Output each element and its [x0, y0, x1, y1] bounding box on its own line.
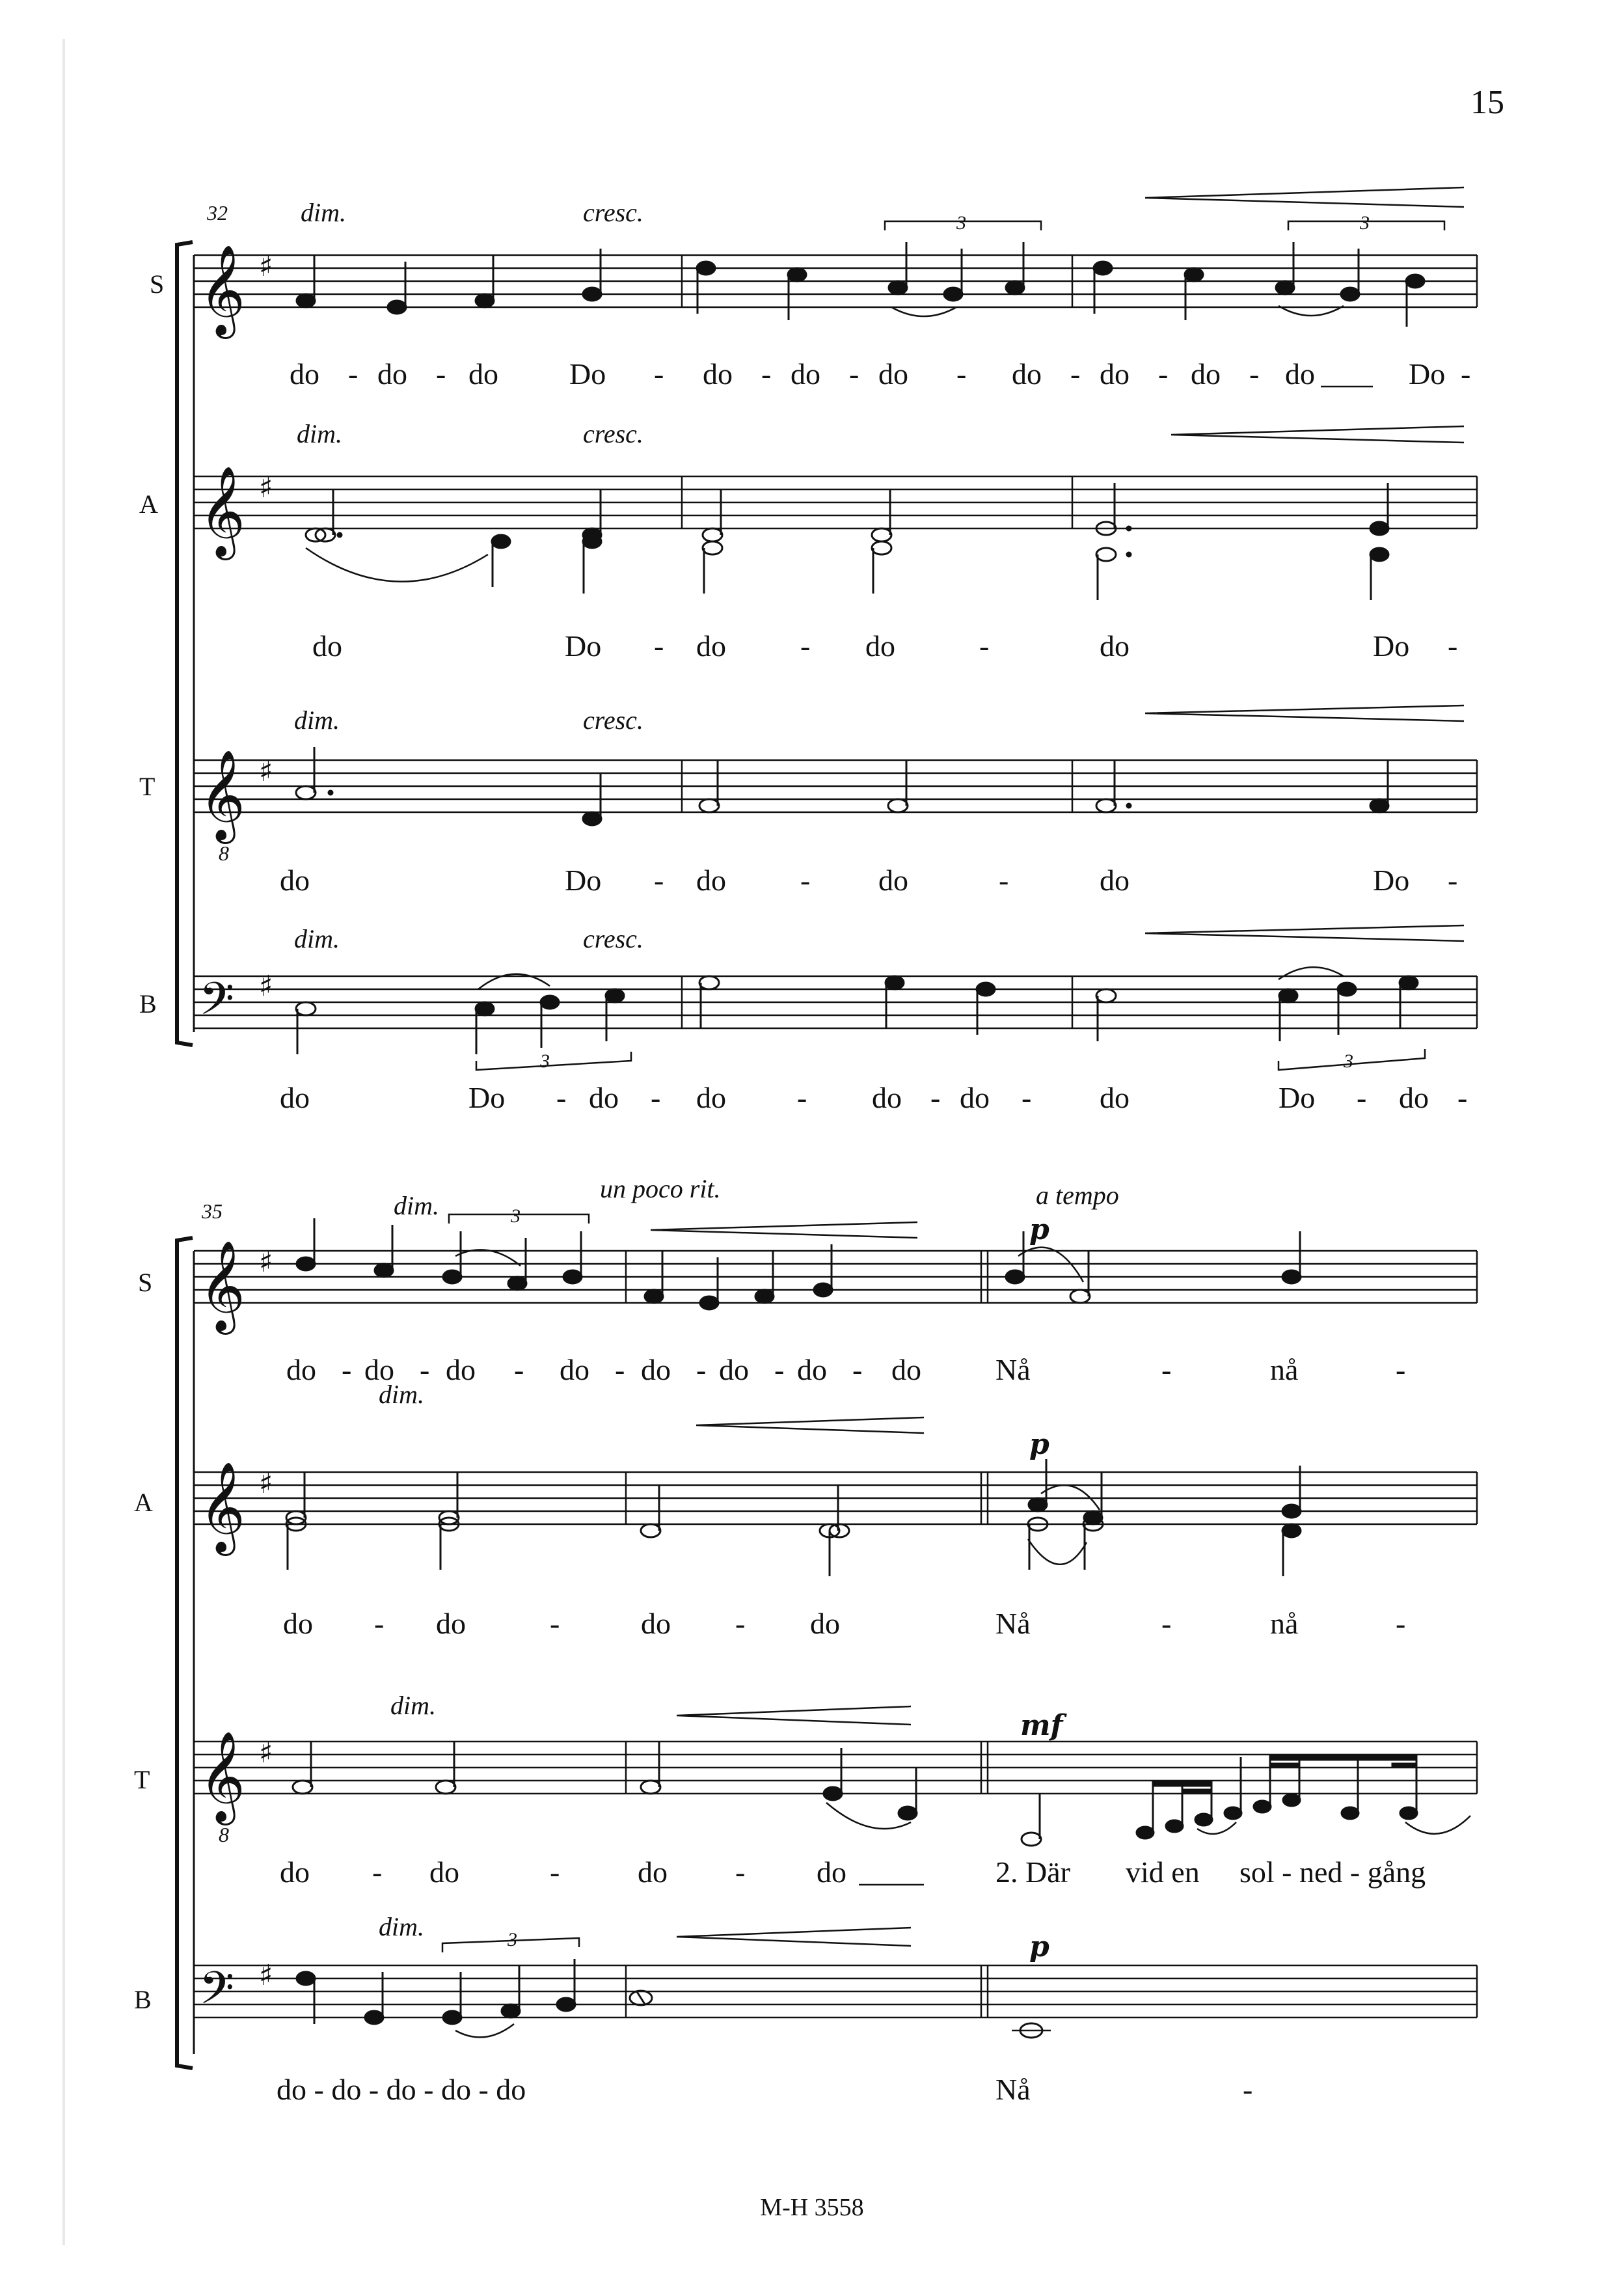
- lyric-phrase: 2. Där: [995, 1855, 1070, 1889]
- staff-bass: [139, 924, 1477, 1114]
- tuplet-number: 3: [540, 1050, 550, 1072]
- tuplet-number: 3: [511, 1205, 521, 1227]
- voice-label: A: [134, 1488, 153, 1517]
- lyric-hyphen: -: [1396, 1353, 1406, 1386]
- dynamic-direction: dim.: [301, 198, 346, 227]
- lyric-phrase: sol - ned - gång: [1239, 1855, 1426, 1889]
- lyric-syllable: Nå: [995, 2073, 1031, 2106]
- lyric-syllable: do: [283, 1607, 313, 1640]
- lyric-hyphen: -: [849, 357, 859, 390]
- lyric-syllable: Do: [565, 864, 602, 897]
- lyric-syllable: do: [1100, 357, 1130, 390]
- treble-clef-8vb-icon: 𝄞: [199, 1731, 245, 1822]
- tuplet-number: 3: [956, 212, 966, 234]
- voice-label: B: [139, 989, 157, 1018]
- lyric-hyphen: -: [372, 1855, 383, 1889]
- lyric-syllable: do: [364, 1353, 394, 1386]
- lyric-syllable: do: [891, 1353, 921, 1386]
- lyric-syllable: do: [703, 357, 733, 390]
- lyric-hyphen: -: [436, 357, 446, 390]
- key-signature-sharp-icon: ♯: [259, 1736, 273, 1770]
- key-signature-sharp-icon: ♯: [259, 755, 273, 788]
- page-number: 15: [1470, 84, 1504, 121]
- voice-label: T: [134, 1765, 150, 1794]
- lyric-hyphen: -: [348, 357, 359, 390]
- lyric-syllable: do: [280, 1081, 310, 1114]
- lyric-hyphen: -: [979, 629, 990, 663]
- lyric-hyphen: -: [735, 1607, 746, 1640]
- lyric-syllable: do: [878, 357, 908, 390]
- lyric-syllable: do: [719, 1353, 749, 1386]
- system-bracket: [177, 242, 193, 1045]
- lyric-hyphen: -: [615, 1353, 625, 1386]
- voice-label: S: [150, 269, 165, 299]
- lyric-hyphen: -: [1161, 1353, 1172, 1386]
- voice-label: T: [139, 772, 156, 801]
- lyric-hyphen: -: [852, 1353, 863, 1386]
- bass-clef-icon: 𝄢: [199, 972, 235, 1036]
- lyric-syllable: do: [638, 1855, 668, 1889]
- staff-soprano: [150, 187, 1477, 390]
- lyric-syllable: do: [696, 1081, 726, 1114]
- lyric-hyphen: -: [735, 1855, 746, 1889]
- lyric-syllable: Do: [1373, 629, 1410, 663]
- octave-marker: 8: [219, 1823, 229, 1846]
- lyric-syllable: do: [641, 1353, 671, 1386]
- lyric-hyphen: -: [654, 629, 664, 663]
- lyric-hyphen: -: [774, 1353, 785, 1386]
- lyric-syllable: do: [810, 1607, 840, 1640]
- dynamic-direction: cresc.: [583, 198, 643, 227]
- key-signature-sharp-icon: ♯: [259, 1467, 273, 1500]
- measure-number: 32: [207, 201, 228, 225]
- lyric-hyphen: -: [550, 1855, 560, 1889]
- staff-soprano: [138, 1191, 1477, 1386]
- lyric-hyphen: -: [800, 864, 811, 897]
- lyric-hyphen: -: [930, 1081, 941, 1114]
- lyric-syllable: do: [468, 357, 498, 390]
- lyric-syllable: do: [560, 1353, 589, 1386]
- dynamic-marking: p: [1029, 1428, 1049, 1461]
- key-signature-sharp-icon: ♯: [259, 1959, 273, 1992]
- lyric-syllable: do: [797, 1353, 827, 1386]
- lyric-syllable: Do: [569, 357, 606, 390]
- dynamic-marking: mf: [1020, 1709, 1063, 1742]
- lyric-syllable: do: [791, 357, 820, 390]
- lyric-syllable: do: [429, 1855, 459, 1889]
- tempo-mark: a tempo: [1036, 1181, 1119, 1210]
- tempo-mark: un poco rit.: [600, 1174, 721, 1203]
- treble-clef-8vb-icon: 𝄞: [199, 750, 245, 840]
- lyric-phrase: do - do - do - do - do: [277, 2073, 526, 2106]
- lyric-syllable: do: [286, 1353, 316, 1386]
- lyric-syllable: do: [446, 1353, 476, 1386]
- lyric-syllable: do: [589, 1081, 619, 1114]
- lyric-hyphen: -: [1396, 1607, 1406, 1640]
- staff-alto: [134, 1380, 1477, 1640]
- lyric-hyphen: -: [956, 357, 967, 390]
- tuplet-number: 3: [1344, 1050, 1353, 1072]
- lyric-syllable: do: [280, 864, 310, 897]
- lyric-syllable: do: [960, 1081, 990, 1114]
- octave-marker: 8: [219, 841, 229, 865]
- lyric-syllable: do: [1285, 357, 1315, 390]
- lyric-syllable: do: [377, 357, 407, 390]
- lyric-hyphen: -: [1243, 2073, 1253, 2106]
- measure-number: 35: [202, 1199, 223, 1223]
- lyric-hyphen: -: [1022, 1081, 1032, 1114]
- voice-label: A: [139, 489, 158, 519]
- lyric-syllable: do: [312, 629, 342, 663]
- key-signature-sharp-icon: ♯: [259, 250, 273, 283]
- lyric-hyphen: -: [797, 1081, 807, 1114]
- lyric-hyphen: -: [1457, 1081, 1468, 1114]
- dynamic-direction: dim.: [379, 1912, 424, 1941]
- lyric-hyphen: -: [374, 1607, 385, 1640]
- bass-clef-icon: 𝄢: [199, 1962, 235, 2025]
- lyric-hyphen: -: [761, 357, 772, 390]
- lyric-syllable: Nå: [995, 1607, 1031, 1640]
- lyric-syllable: do: [1399, 1081, 1429, 1114]
- lyric-hyphen: -: [1249, 357, 1260, 390]
- lyric-hyphen: -: [1448, 864, 1458, 897]
- treble-clef-icon: 𝄞: [199, 245, 245, 335]
- dynamic-marking: p: [1029, 1213, 1049, 1246]
- lyric-syllable: do: [1100, 1081, 1130, 1114]
- dynamic-direction: dim.: [394, 1191, 439, 1220]
- key-signature-sharp-icon: ♯: [259, 970, 273, 1003]
- lyric-syllable: do: [436, 1607, 466, 1640]
- dynamic-direction: dim.: [297, 419, 342, 448]
- lyric-syllable: Do: [1279, 1081, 1316, 1114]
- lyric-hyphen: -: [1070, 357, 1081, 390]
- key-signature-sharp-icon: ♯: [259, 1246, 273, 1279]
- lyric-hyphen: -: [342, 1353, 352, 1386]
- lyric-syllable: do: [1100, 629, 1130, 663]
- lyric-syllable: do: [696, 864, 726, 897]
- dynamic-marking: p: [1029, 1930, 1049, 1963]
- lyric-hyphen: -: [654, 357, 664, 390]
- dynamic-direction: cresc.: [583, 419, 643, 448]
- lyric-hyphen: -: [999, 864, 1009, 897]
- voice-label: B: [134, 1985, 152, 2014]
- dynamic-direction: dim.: [294, 705, 340, 735]
- lyric-syllable: do: [1100, 864, 1130, 897]
- dynamic-direction: dim.: [390, 1691, 436, 1720]
- lyric-syllable: do: [696, 629, 726, 663]
- lyric-syllable: do: [641, 1607, 671, 1640]
- lyric-syllable: do: [1191, 357, 1221, 390]
- lyric-hyphen: -: [1158, 357, 1169, 390]
- lyric-phrase: vid en: [1126, 1855, 1200, 1889]
- lyric-hyphen: -: [1448, 629, 1458, 663]
- lyric-hyphen: -: [420, 1353, 430, 1386]
- system-1: [139, 187, 1477, 1114]
- staff-tenor: [134, 1691, 1477, 1889]
- lyric-syllable: Do: [1373, 864, 1410, 897]
- lyric-hyphen: -: [550, 1607, 560, 1640]
- lyric-hyphen: -: [556, 1081, 567, 1114]
- lyric-hyphen: -: [654, 864, 664, 897]
- lyric-syllable: do: [817, 1855, 846, 1889]
- lyric-hyphen: -: [514, 1353, 524, 1386]
- lyric-hyphen: -: [1461, 357, 1471, 390]
- treble-clef-icon: 𝄞: [199, 1240, 245, 1331]
- lyric-syllable: do: [872, 1081, 902, 1114]
- treble-clef-icon: 𝄞: [199, 466, 245, 556]
- lyric-syllable: Nå: [995, 1353, 1031, 1386]
- lyric-syllable: Do: [565, 629, 602, 663]
- lyric-hyphen: -: [800, 629, 811, 663]
- treble-clef-icon: 𝄞: [199, 1462, 245, 1552]
- lyric-syllable: nå: [1270, 1607, 1299, 1640]
- system-2: [134, 1174, 1477, 2106]
- staff-bass: [134, 1912, 1477, 2106]
- lyric-hyphen: -: [1161, 1607, 1172, 1640]
- key-signature-sharp-icon: ♯: [259, 471, 273, 504]
- lyric-syllable: do: [290, 357, 319, 390]
- dynamic-direction: dim.: [379, 1380, 424, 1409]
- tuplet-number: 3: [1360, 212, 1370, 234]
- tuplet-number: 3: [508, 1929, 517, 1950]
- lyric-hyphen: -: [696, 1353, 707, 1386]
- lyric-hyphen: -: [1357, 1081, 1367, 1114]
- system-bracket: [177, 1238, 193, 2068]
- lyric-syllable: Do: [468, 1081, 506, 1114]
- lyric-syllable: nå: [1270, 1353, 1299, 1386]
- dynamic-direction: cresc.: [583, 705, 643, 735]
- catalog-number: M-H 3558: [760, 2194, 864, 2221]
- dynamic-direction: dim.: [294, 924, 340, 953]
- lyric-syllable: do: [865, 629, 895, 663]
- lyric-syllable: do: [280, 1855, 310, 1889]
- lyric-syllable: do: [878, 864, 908, 897]
- lyric-syllable: do: [1012, 357, 1042, 390]
- staff-alto: [139, 419, 1477, 663]
- lyric-hyphen: -: [651, 1081, 661, 1114]
- staff-tenor: [139, 705, 1477, 897]
- dynamic-direction: cresc.: [583, 924, 643, 953]
- voice-label: S: [138, 1268, 153, 1297]
- lyric-syllable: Do: [1409, 357, 1446, 390]
